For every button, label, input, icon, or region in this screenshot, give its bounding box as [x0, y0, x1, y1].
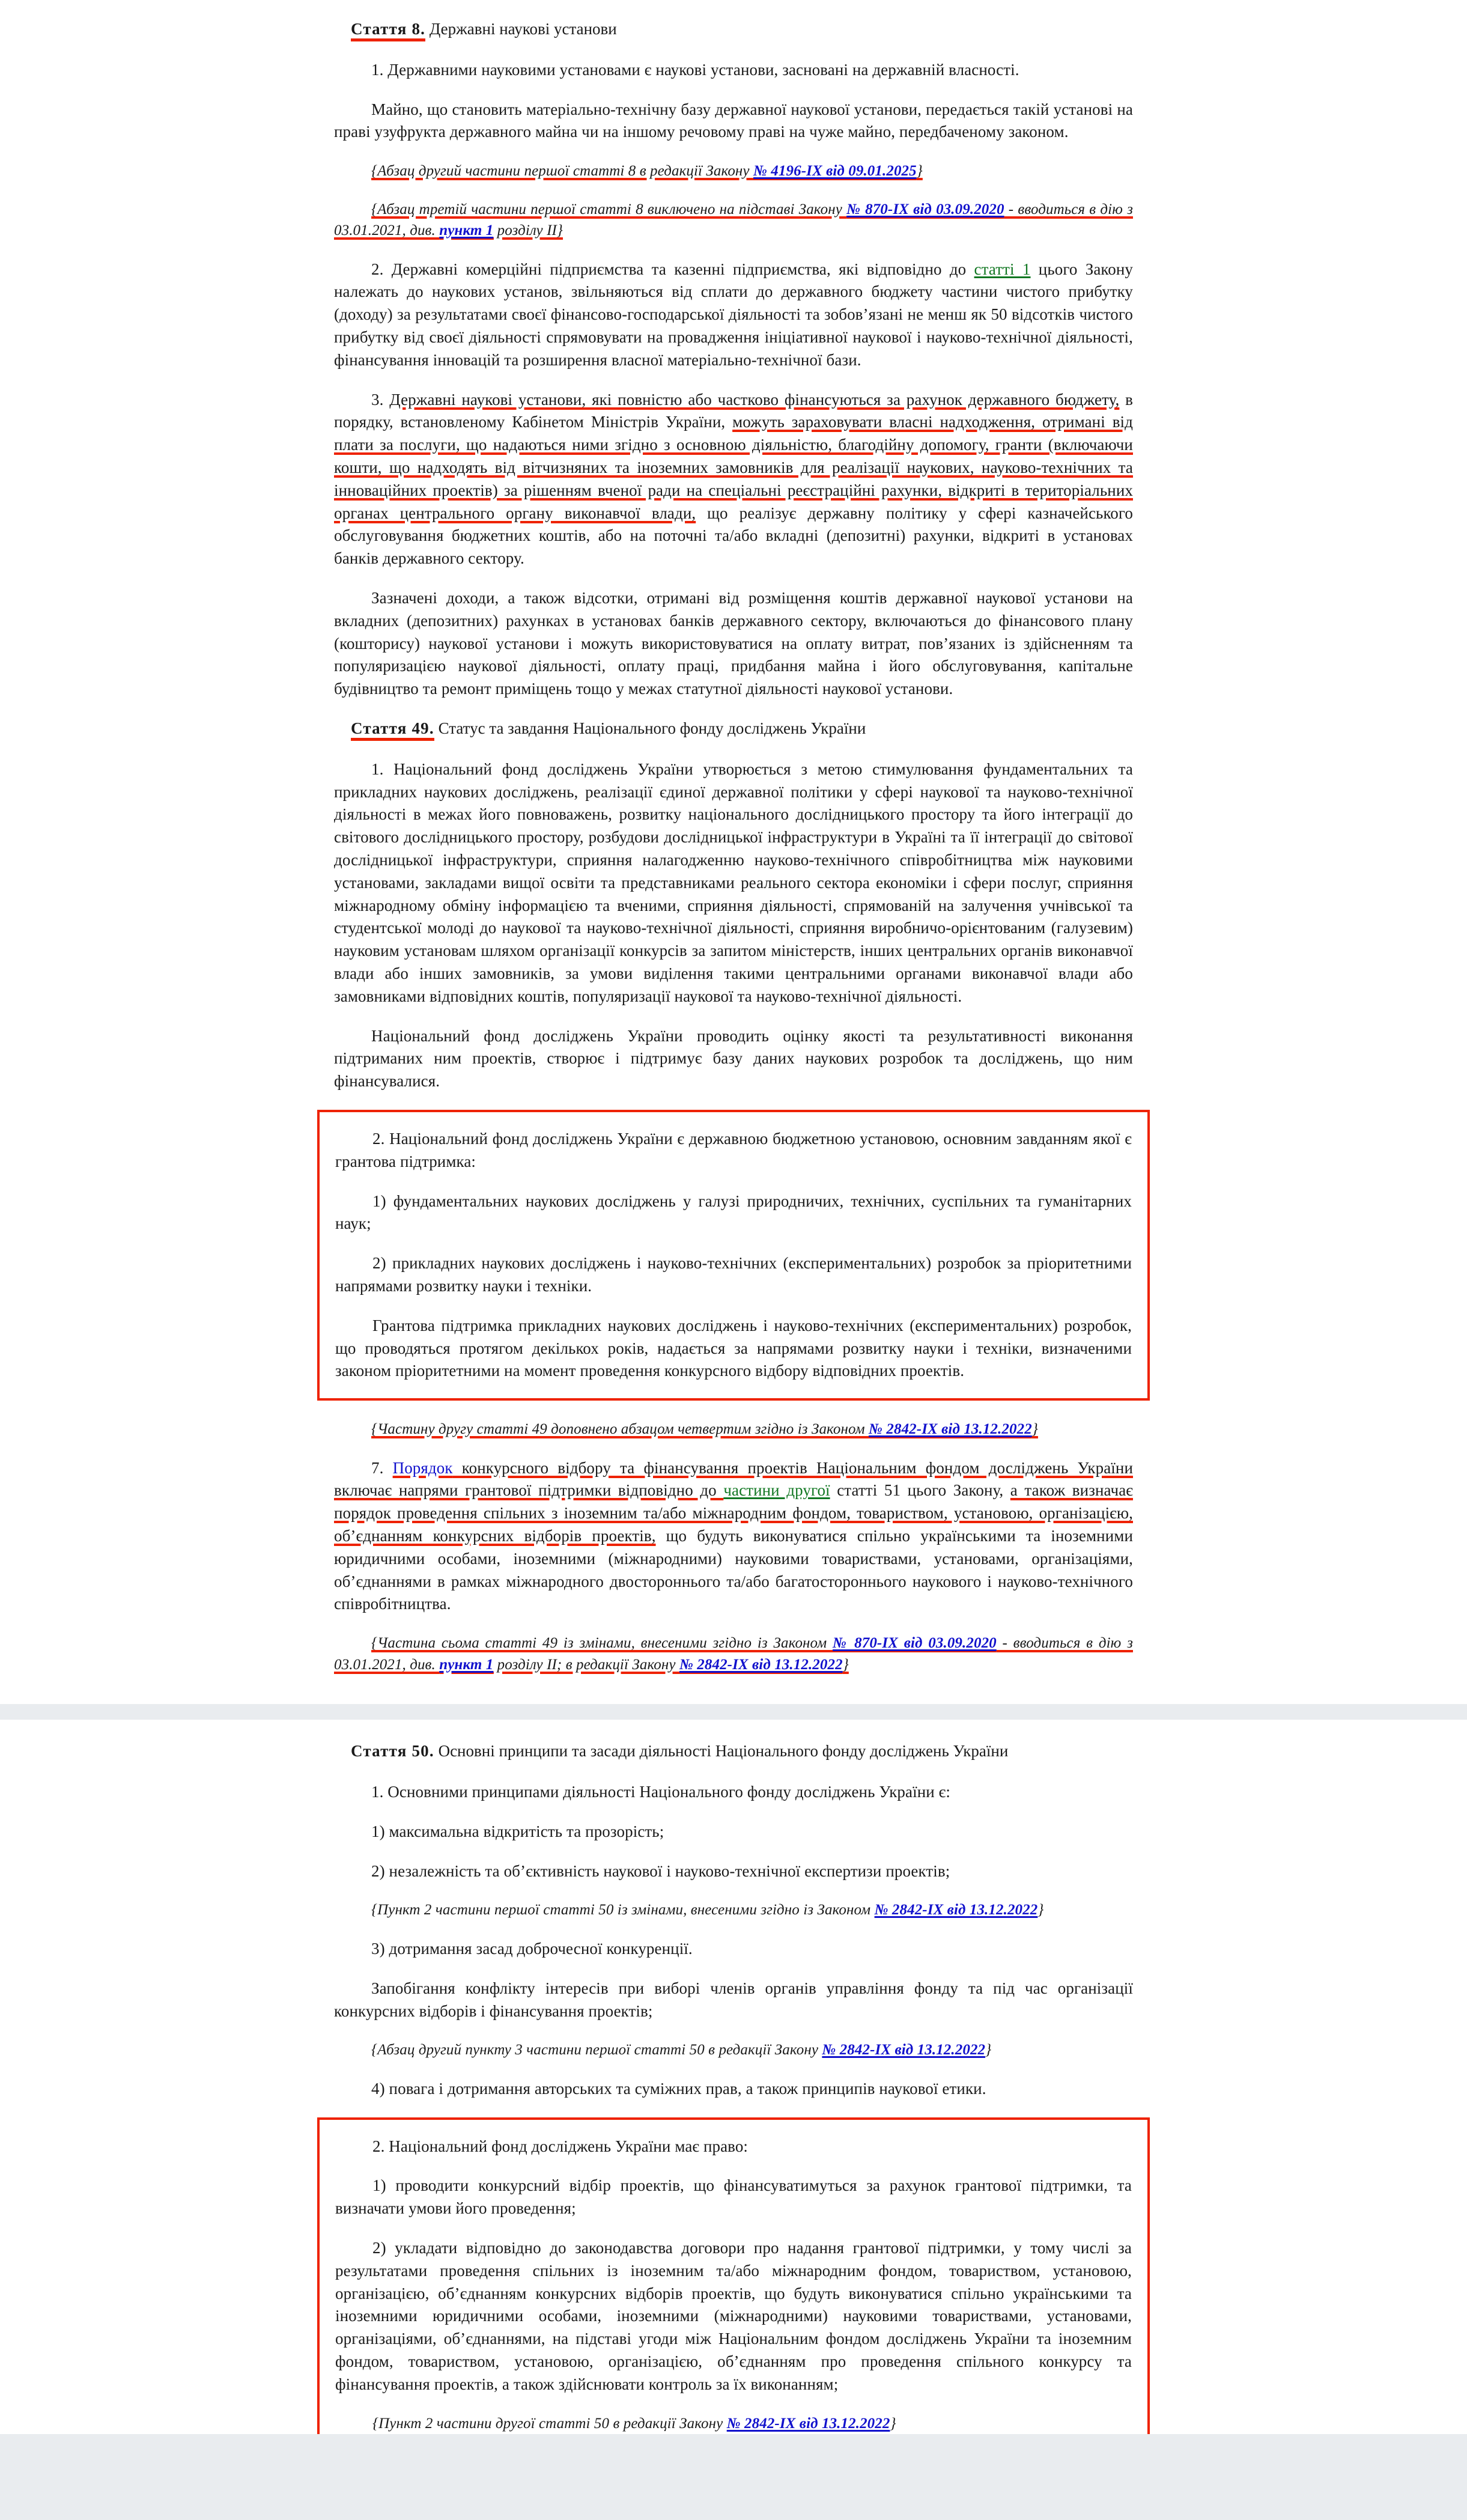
page-separator	[0, 1704, 1467, 1720]
p4-highlight-2: можуть зараховувати власні надходження, отримані від плати за послуги, що надаються ними згідно з основною діяльністю, благодійну допомогу, гранти (включаючи кошти, що надходять від вітчизняних та іноземних замовників для реалізації наукових, науково-технічних та інноваційних проектів) за рішенням вченої ради на спеціальні реєстраційні рахунки, відкриті в територіальних органах центрального органу виконавчої влади,	[334, 413, 1133, 522]
box2-paragraph-1: 2. Національний фонд досліджень України має право:	[372, 2137, 749, 2155]
box2-item-1: 1) проводити конкурсний відбір проектів, що фінансуватимуться за рахунок грантової підтримки, та визначати умови його проведення;	[335, 2176, 1132, 2218]
article-8-paragraph-2: Майно, що становить матеріально-технічну базу державної наукової установи, передається такій установі на праві узуфрукта державного майна чи на іншому речовому праві на чуже майно, передбаченому законом.	[334, 100, 1133, 141]
article-49-paragraph-2: Національний фонд досліджень України проводить оцінку якості та результативності виконання підтриманих ним проектів, створює і підтримує базу даних наукових розробок та досліджень, що ним фінансувалися.	[334, 1026, 1133, 1091]
highlighted-block-article-50-part-2	[317, 2117, 1150, 2434]
article-8-paragraph-5: Зазначені доходи, а також відсотки, отримані від розміщення коштів державної наукової установи на вкладних (депозитних) рахунках в установах банків державного сектору, включаються до фінансового плану (кошторису) наукової установи і можуть використовуватися на оплату витрат, пов’язаних із здійсненням та популяризацією наукової діяльності, оплату праці, придбання майна і його обслуговування, капітальне будівництво та ремонт приміщень тощо у межах статутної діяльності наукової установи.	[334, 589, 1133, 698]
document-page-2	[0, 1720, 1467, 2434]
amendment-note-5	[334, 1899, 1133, 1921]
note-5-suffix: }	[1037, 1902, 1044, 1919]
note-4-suffix: }	[842, 1656, 849, 1673]
law-link-poryadok[interactable]: Порядок	[392, 1458, 453, 1477]
article-50-item-3: 3) дотримання засад доброчесної конкуренції.	[371, 1939, 693, 1958]
law-link-4196-ix[interactable]: № 4196-IX від 09.01.2025	[753, 163, 917, 180]
article-8-paragraph-4	[334, 389, 1133, 570]
note-4-mid-1: - вводиться в дію з 03.01.2021, див.	[334, 1635, 1133, 1673]
box2-item-2: 2) укладати відповідно до законодавства договори про надання грантової підтримки, у тому числі за результатами проведення спільних із іноземним та/або міжнародним фондом, товариством, установою, організацією, об’єднанням конкурсних відборів проектів, що будуть виконуватися спільно українськими та іноземними юридичними особами, іноземними (міжнародними) науковими товариствами, установами, організаціями, об’єднаннями, на підставі угоди між Національним фондом досліджень України та іноземним фондом, товариством, установою, організацією, об’єднанням про проведення спільного конкурсу та фінансування проектів, а також здійснювати контроль за їх виконанням;	[335, 2239, 1132, 2393]
law-link-punkt-1-b[interactable]: пункт 1	[439, 1656, 494, 1673]
p7-mid: статті 51 цього Закону,	[830, 1481, 1010, 1500]
note-7-prefix: {Пункт 2 частини другої статті 50 в редакції Закону	[372, 2415, 727, 2432]
article-50-number[interactable]: Стаття 50.	[351, 1742, 434, 1761]
p3-text-b: цього Закону належать до наукових установ, звільняються від сплати до державного бюджету частини чистого прибутку (доходу) за результатами своєї фінансово-господарської діяльності та зобов’язані не менш як 50 відсотків чистого прибутку від своєї діяльності спрямовувати на провадження ініціативної наукової і науково-технічної діяльності, фінансування інновацій та розширення власної матеріально-технічної бази.	[334, 260, 1134, 369]
page-1-bottom-spacer	[334, 1692, 1133, 1704]
box1-item-2: 2) прикладних наукових досліджень і науково-технічних (експериментальних) розробок за пріоритетними напрямами розвитку науки і техніки.	[335, 1254, 1132, 1295]
note-7-suffix: }	[890, 2415, 896, 2432]
law-link-punkt-1[interactable]: пункт 1	[439, 222, 494, 239]
note-3-prefix: {Частину другу статті 49 доповнено абзацом четвертим згідно із Законом	[371, 1421, 869, 1438]
amendment-note-1	[334, 160, 1133, 182]
article-8-paragraph-3	[334, 258, 1133, 372]
law-link-2842-ix-c[interactable]: № 2842-IX від 13.12.2022	[874, 1902, 1038, 1919]
p7-number: 7.	[371, 1458, 393, 1477]
note-4-prefix: {Частина сьома статті 49 із змінами, внесеними згідно із Законом	[371, 1635, 833, 1652]
box1-paragraph-4: Грантова підтримка прикладних наукових досліджень і науково-технічних (експериментальних) розробок, що проводяться протягом декількох років, надається за напрямами розвитку науки і техніки, визначеними законом пріоритетними на момент проведення конкурсного відбору відповідних проектів.	[335, 1316, 1132, 1380]
page-1-column	[334, 18, 1133, 1704]
amendment-note-4	[334, 1633, 1133, 1675]
article-50-paragraph-1: 1. Основними принципами діяльності Національного фонду досліджень України є:	[371, 1783, 950, 1801]
note-6-suffix: }	[985, 2042, 992, 2059]
article-50-conflict-paragraph: Запобігання конфлікту інтересів при виборі членів органів управління фонду та під час організації конкурсних відборів і фінансування проектів;	[334, 1979, 1133, 2020]
article-8-paragraph-1: 1. Державними науковими установами є наукові установи, засновані на державній власності.	[371, 60, 1019, 79]
law-link-statti-1[interactable]: статті 1	[974, 260, 1031, 278]
note-2-mid: - вводиться в дію з 03.01.2021, див.	[334, 201, 1133, 239]
box1-item-1: 1) фундаментальних наукових досліджень у галузі природничих, технічних, суспільних та гуманітарних наук;	[335, 1192, 1132, 1233]
p3-text-a: 2. Державні комерційні підприємства та казенні підприємства, які відповідно до	[371, 260, 974, 278]
note-5-prefix: {Пункт 2 частини першої статті 50 із змінами, внесеними згідно із Законом	[371, 1902, 875, 1919]
p4-mid-1: в порядку, встановленому Кабінетом Міністрів України,	[334, 390, 1133, 431]
note-3-suffix: }	[1031, 1421, 1038, 1438]
amendment-note-6	[334, 2039, 1133, 2061]
p4-tail: що реалізує державну політику у сфері казначейського обслуговування бюджетних коштів, або на поточні та/або вкладні (депозитні) рахунки, відкриті в установах банків державного сектору.	[334, 504, 1133, 568]
law-link-2842-ix-b[interactable]: № 2842-IX від 13.12.2022	[679, 1656, 843, 1673]
article-8-number[interactable]: Стаття 8.	[351, 20, 425, 41]
article-8-title: Державні наукові установи	[425, 20, 617, 38]
p7-tail: що будуть виконуватися спільно українськими та іноземними юридичними особами, іноземними (міжнародними) науковими товариствами, установами, організаціями, об’єднаннями в рамках міжнародного двостороннього та/або багатостороннього наукового і науково-технічного співробітництва.	[334, 1527, 1133, 1613]
p7-highlight-1: конкурсного відбору та фінансування проектів Національним фондом досліджень України включає напрями грантової підтримки відповідно до	[334, 1458, 1133, 1500]
article-50-item-2: 2) незалежність та об’єктивність наукової і науково-технічної експертизи проектів;	[371, 1861, 950, 1880]
p7-highlight-2: а також визначає порядок проведення спільних з іноземним та/або міжнародним фондом, товариством, установою, організацією, об’єднанням конкурсних відборів проектів,	[334, 1481, 1133, 1545]
article-49-title: Статус та завдання Національного фонду досліджень України	[434, 719, 866, 738]
amendment-note-3	[334, 1419, 1133, 1440]
law-link-870-ix[interactable]: № 870-IX від 03.09.2020	[846, 201, 1004, 218]
page-2-column	[334, 1740, 1133, 2434]
article-50-title: Основні принципи та засади діяльності Національного фонду досліджень України	[434, 1742, 1009, 1761]
article-49-heading	[334, 717, 1133, 740]
article-50-heading	[334, 1740, 1133, 1763]
note-6-prefix: {Абзац другий пункту 3 частини першої статті 50 в редакції Закону	[371, 2042, 822, 2059]
law-link-2842-ix-e[interactable]: № 2842-IX від 13.12.2022	[726, 2415, 890, 2432]
note-1-suffix: }	[916, 163, 923, 180]
article-49-number[interactable]: Стаття 49.	[351, 719, 434, 741]
article-50-item-1: 1) максимальна відкритість та прозорість;	[371, 1822, 664, 1840]
highlighted-block-article-49-part-2	[317, 1110, 1150, 1401]
law-link-chastyny-druhoi[interactable]: частини другої	[723, 1481, 830, 1500]
law-link-870-ix-b[interactable]: № 870-IX від 03.09.2020	[833, 1635, 997, 1652]
law-link-2842-ix-d[interactable]: № 2842-IX від 13.12.2022	[822, 2042, 986, 2059]
amendment-note-2	[334, 199, 1133, 242]
article-49-paragraph-1: 1. Національний фонд досліджень України утворюється з метою стимулювання фундаментальних та прикладних наукових досліджень, реалізації єдиної державної політики у сфері наукової та науково-технічної діяльності в межах його повноважень, розвитку національного дослідницького простору та його інтеграції до світового дослідницького простору, розбудови дослідницької інфраструктури в Україні та її інтеграції до світової дослідницької інфраструктури, сприяння налагодженню науково-технічного співробітництва між науковими установами, закладами вищої освіти та представниками реального сектора економіки і сфери послуг, сприяння міжнародному обміну інформацією та вченими, сприяння діяльності, спрямованій на залучення учнівської та студентської молоді до наукової та науково-технічної діяльності, сприяння виробничо-орієнтованим (галузевим) науковим установам шляхом організації конкурсів за запитом міністерств, інших центральних органів виконавчої влади або інших замовників, за умови виділення такими центральними органами виконавчої влади або замовниками відповідних коштів, популяризації наукової та науково-технічної діяльності.	[334, 759, 1133, 1005]
note-4-mid-2: розділу II; в редакції Закону	[493, 1656, 679, 1673]
article-8-heading	[334, 18, 1133, 41]
note-2-suffix: розділу II}	[493, 222, 563, 239]
law-link-2842-ix-a[interactable]: № 2842-IX від 13.12.2022	[869, 1421, 1032, 1438]
p4-highlight-1: Державні наукові установи, які повністю або частково фінансуються за рахунок державного бюджету,	[389, 390, 1120, 409]
amendment-note-7	[335, 2413, 1132, 2435]
note-1-prefix: {Абзац другий частини першої статті 8 в редакції Закону	[371, 163, 753, 180]
article-49-paragraph-7	[334, 1457, 1133, 1616]
box1-paragraph-1: 2. Національний фонд досліджень України є державною бюджетною установою, основним завданням якої є грантова підтримка:	[335, 1129, 1132, 1170]
article-50-item-4: 4) повага і дотримання авторських та суміжних прав, а також принципів наукової етики.	[371, 2079, 986, 2098]
note-2-prefix: {Абзац третій частини першої статті 8 виключено на підставі Закону	[371, 201, 847, 218]
p4-number: 3.	[371, 390, 390, 409]
